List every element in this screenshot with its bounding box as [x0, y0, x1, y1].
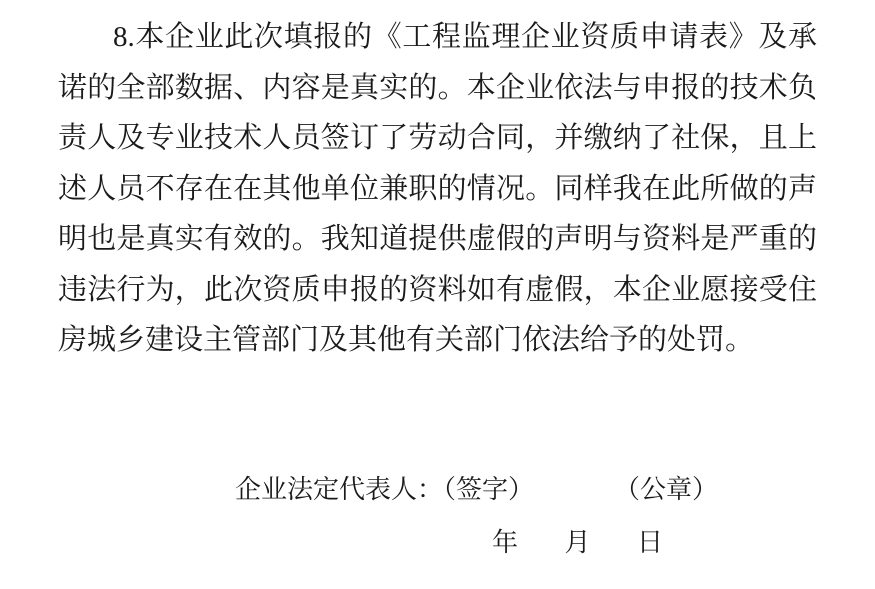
paragraph-line-6: 违法行为，此次资质申报的资料如有虚假，本企业愿接受住 [58, 273, 817, 306]
paragraph-line-3: 责人及专业技术人员签订了劳动合同，并缴纳了社保，且上 [58, 122, 817, 154]
paragraph-line-1: 8.本企业此次填报的《工程监理企业资质申请表》及承 [113, 21, 817, 53]
date-year-label: 年 [492, 528, 519, 557]
date-day-label: 日 [636, 528, 663, 557]
paragraph-line-4: 述人员不存在在其他单位兼职的情况。同样我在此所做的声 [58, 172, 817, 205]
signature-row [235, 470, 718, 510]
date-row [492, 524, 663, 562]
legal-representative-signature-label: 企业法定代表人：（签字） [235, 475, 535, 504]
declaration-paragraph [58, 12, 817, 366]
paragraph-line-7: 房城乡建设主管部门及其他有关部门依法给予的处罚。 [58, 324, 755, 356]
signature-seal-spacer [534, 490, 614, 491]
paragraph-line-5: 明也是真实有效的。我知道提供虚假的声明与资料是严重的 [58, 223, 817, 255]
company-seal-label: （公章） [614, 475, 719, 504]
date-month-label: 月 [564, 528, 591, 557]
paragraph-line-2: 诺的全部数据、内容是真实的。本企业依法与申报的技术负 [58, 71, 817, 104]
